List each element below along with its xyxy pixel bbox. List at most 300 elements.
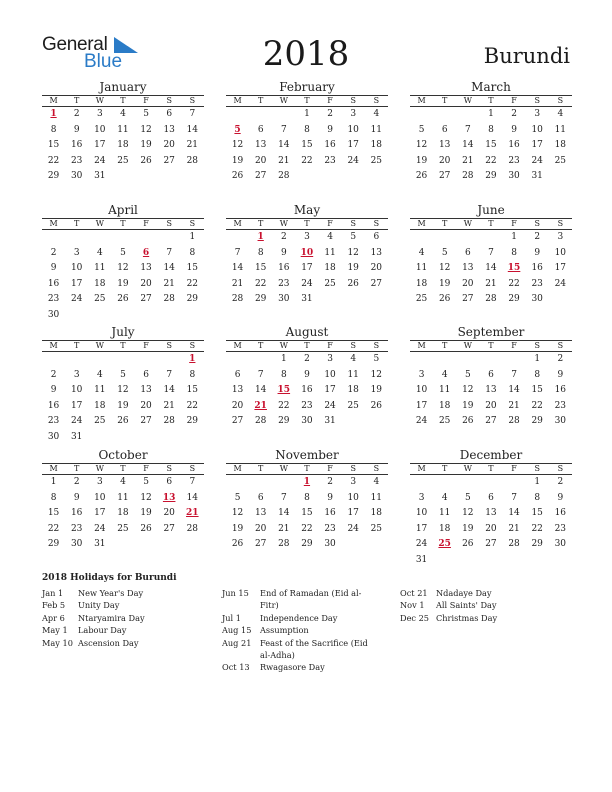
weekday-label: S <box>373 219 380 228</box>
day-cell: 24 <box>70 416 83 426</box>
weekday-header <box>42 463 204 475</box>
day-cell: 8 <box>257 247 264 258</box>
day-cell: 5 <box>120 369 126 380</box>
holiday-day-cell: 15 <box>277 385 291 395</box>
day-cell: 12 <box>117 263 129 273</box>
day-cell: 4 <box>557 109 564 119</box>
day-cell: 10 <box>324 369 336 380</box>
day-cell: 8 <box>50 492 57 503</box>
day-cell: 14 <box>278 508 290 518</box>
month-name: January <box>99 80 147 94</box>
day-cell: 27 <box>462 294 474 304</box>
day-cell: 20 <box>462 278 474 289</box>
empty-day <box>88 230 111 246</box>
day-cell: 24 <box>531 155 543 166</box>
weekday-label: T <box>258 96 264 105</box>
day-cell: 25 <box>324 278 336 289</box>
day-cell: 13 <box>231 385 244 395</box>
day-cell: 27 <box>254 171 267 181</box>
week-row <box>42 169 204 185</box>
day-cell: 6 <box>257 492 264 503</box>
day-cell: 20 <box>231 400 244 411</box>
holiday-item <box>42 587 202 599</box>
day-cell: 29 <box>485 171 497 181</box>
day-cell: 30 <box>554 416 567 426</box>
day-cell: 9 <box>73 124 80 135</box>
day-cell: 1 <box>304 109 310 119</box>
day-cell: 1 <box>488 109 494 119</box>
week-row <box>410 352 572 368</box>
empty-day <box>342 169 365 185</box>
weekday-header <box>42 95 204 107</box>
day-cell: 24 <box>94 523 106 534</box>
holiday-column <box>222 587 372 674</box>
empty-day <box>433 553 456 569</box>
day-cell: 13 <box>163 124 175 135</box>
weekday-header <box>410 95 572 107</box>
day-cell: 20 <box>140 278 152 289</box>
empty-day <box>111 308 134 324</box>
day-cell: 4 <box>373 109 380 119</box>
day-cell: 16 <box>70 140 83 150</box>
day-cell: 30 <box>70 171 83 181</box>
week-row <box>42 261 204 277</box>
day-cell: 19 <box>462 523 474 534</box>
weekday-header <box>410 218 572 230</box>
week-row <box>226 169 388 185</box>
day-cell: 18 <box>117 140 129 150</box>
day-cell: 22 <box>186 400 199 411</box>
holiday-day-cell: 10 <box>300 247 314 258</box>
day-cell: 18 <box>324 263 336 273</box>
day-cell: 11 <box>94 263 106 273</box>
day-cell: 18 <box>554 140 567 150</box>
weekday-label: F <box>511 219 517 228</box>
week-row <box>410 107 572 123</box>
month-november <box>226 448 388 553</box>
holiday-date: Oct 21 <box>400 588 428 598</box>
day-cell: 3 <box>96 109 103 119</box>
empty-day <box>410 475 433 491</box>
week-row <box>42 383 204 399</box>
week-row <box>226 522 388 538</box>
weekday-label: T <box>74 464 80 473</box>
holiday-date: May 1 <box>42 625 68 636</box>
day-cell: 29 <box>254 294 267 304</box>
day-cell: 4 <box>96 369 103 380</box>
empty-day <box>226 107 249 123</box>
week-row <box>42 230 204 246</box>
holiday-name: Ndadaye Day <box>436 588 492 598</box>
day-cell: 21 <box>186 140 199 150</box>
day-cell: 28 <box>186 155 199 166</box>
month-name: August <box>285 325 329 339</box>
day-cell: 12 <box>462 385 474 395</box>
day-cell: 9 <box>50 263 57 273</box>
empty-day <box>479 230 502 246</box>
day-cell: 17 <box>70 278 83 289</box>
week-row <box>226 383 388 399</box>
day-cell: 2 <box>304 354 310 364</box>
week-row <box>42 537 204 553</box>
day-cell: 6 <box>234 369 241 380</box>
day-cell: 1 <box>280 354 287 364</box>
empty-day <box>88 352 111 368</box>
week-row <box>410 261 572 277</box>
day-cell: 18 <box>415 278 428 289</box>
day-cell: 31 <box>415 554 428 565</box>
week-row <box>410 522 572 538</box>
day-cell: 12 <box>231 508 244 518</box>
day-cell: 27 <box>370 278 383 289</box>
day-cell: 5 <box>143 109 149 119</box>
holiday-name: Assumption <box>260 625 309 636</box>
day-cell: 19 <box>370 385 383 395</box>
day-cell: 21 <box>278 155 290 166</box>
day-cell: 11 <box>117 124 129 135</box>
empty-day <box>158 430 181 446</box>
day-cell: 15 <box>485 140 497 150</box>
day-cell: 23 <box>324 155 336 166</box>
day-cell: 26 <box>438 294 451 304</box>
day-cell: 10 <box>94 492 106 503</box>
weekday-label: S <box>557 464 564 473</box>
empty-day <box>433 230 456 246</box>
weekday-label: T <box>120 96 126 105</box>
month-september <box>410 325 572 430</box>
day-cell: 1 <box>534 477 541 487</box>
day-cell: 15 <box>254 263 267 273</box>
month-name: September <box>457 325 525 339</box>
day-cell: 11 <box>415 263 428 273</box>
holiday-name: Christmas Day <box>436 612 498 623</box>
day-cell: 14 <box>485 263 497 273</box>
day-cell: 5 <box>441 247 448 258</box>
empty-day <box>456 107 479 123</box>
month-name: March <box>471 80 511 94</box>
empty-day <box>42 352 65 368</box>
day-cell: 22 <box>531 523 543 534</box>
empty-day <box>365 169 388 185</box>
empty-day <box>479 352 502 368</box>
empty-day <box>135 230 158 246</box>
week-row <box>226 352 388 368</box>
month-april <box>42 203 204 323</box>
holiday-name: All Saints' Day <box>436 600 497 611</box>
week-row <box>226 491 388 507</box>
week-row <box>42 292 204 308</box>
empty-day <box>503 352 526 368</box>
day-cell: 3 <box>304 232 310 242</box>
holiday-item <box>42 612 202 624</box>
day-cell: 16 <box>554 508 567 518</box>
weekday-label: T <box>488 219 494 228</box>
week-row <box>42 368 204 384</box>
day-cell: 4 <box>350 354 357 364</box>
day-cell: 8 <box>189 369 196 380</box>
weekday-label: T <box>304 341 310 350</box>
week-row <box>226 399 388 415</box>
week-row <box>226 246 388 262</box>
day-cell: 29 <box>278 416 290 426</box>
day-cell: 28 <box>254 416 267 426</box>
day-cell: 8 <box>534 369 541 380</box>
day-cell: 3 <box>557 232 564 242</box>
week-row <box>42 123 204 139</box>
day-cell: 20 <box>254 523 267 534</box>
empty-day <box>65 230 88 246</box>
day-cell: 11 <box>554 124 567 135</box>
weekday-label: M <box>233 341 242 350</box>
month-name: November <box>275 448 339 462</box>
weekday-label: S <box>534 341 540 350</box>
day-cell: 25 <box>117 155 129 166</box>
month-december <box>410 448 572 568</box>
holiday-date: Aug 21 <box>222 637 252 648</box>
month-october <box>42 448 204 553</box>
week-row <box>42 414 204 430</box>
day-cell: 12 <box>140 124 152 135</box>
week-row <box>410 246 572 262</box>
holiday-date: Apr 6 <box>42 612 65 623</box>
day-cell: 5 <box>418 124 425 135</box>
weekday-label: S <box>189 341 196 350</box>
day-cell: 19 <box>231 523 244 534</box>
day-cell: 15 <box>301 140 313 150</box>
month-july <box>42 325 204 445</box>
empty-day <box>111 230 134 246</box>
day-cell: 11 <box>438 508 451 518</box>
day-cell: 18 <box>438 523 451 534</box>
day-cell: 19 <box>438 278 451 289</box>
weekday-label: M <box>49 341 58 350</box>
day-cell: 14 <box>186 124 199 135</box>
weekday-label: T <box>74 341 80 350</box>
day-cell: 24 <box>324 400 336 411</box>
day-cell: 31 <box>301 294 313 304</box>
day-cell: 20 <box>163 508 175 518</box>
month-name: July <box>111 325 135 339</box>
empty-day <box>135 308 158 324</box>
month-name: October <box>98 448 148 462</box>
day-cell: 7 <box>464 124 471 135</box>
month-august <box>226 325 388 430</box>
day-cell: 14 <box>163 385 175 395</box>
day-cell: 9 <box>50 385 57 395</box>
weekday-label: S <box>166 464 172 473</box>
weekday-label: M <box>233 96 242 105</box>
weekday-label: S <box>189 96 196 105</box>
day-cell: 16 <box>531 263 543 273</box>
empty-day <box>342 292 365 308</box>
day-cell: 12 <box>117 385 129 395</box>
day-cell: 18 <box>370 140 383 150</box>
day-cell: 13 <box>485 385 497 395</box>
weekday-label: W <box>463 341 472 350</box>
week-row <box>410 277 572 293</box>
day-cell: 20 <box>140 400 152 411</box>
day-cell: 14 <box>508 508 520 518</box>
day-cell: 19 <box>117 400 129 411</box>
week-row <box>226 475 388 491</box>
weekday-header <box>226 463 388 475</box>
empty-day <box>158 169 181 185</box>
holiday-item <box>222 624 372 636</box>
day-cell: 13 <box>254 140 267 150</box>
weekday-label: F <box>327 341 333 350</box>
holiday-name: Feast of the Sacrifice (Eid al-Adha) <box>260 637 368 661</box>
day-cell: 30 <box>554 539 567 549</box>
empty-day <box>456 230 479 246</box>
day-cell: 15 <box>186 385 199 395</box>
day-cell: 18 <box>117 508 129 518</box>
day-cell: 24 <box>554 278 567 289</box>
day-cell: 2 <box>280 232 287 242</box>
holiday-day-cell: 5 <box>234 124 241 135</box>
week-row <box>226 537 388 553</box>
week-row <box>410 475 572 491</box>
day-cell: 19 <box>347 263 359 273</box>
weekday-label: T <box>120 219 126 228</box>
empty-day <box>135 430 158 446</box>
weekday-label: W <box>463 219 472 228</box>
week-row <box>226 414 388 430</box>
holiday-name: Ntaryamira Day <box>78 612 145 623</box>
day-cell: 5 <box>143 477 149 487</box>
week-row <box>410 506 572 522</box>
day-cell: 17 <box>415 523 428 534</box>
empty-day <box>365 537 388 553</box>
day-cell: 30 <box>508 171 520 181</box>
weekday-label: S <box>534 96 540 105</box>
weekday-label: S <box>166 219 172 228</box>
month-name: February <box>279 80 335 94</box>
day-cell: 16 <box>324 508 336 518</box>
day-cell: 9 <box>327 124 333 135</box>
month-name: April <box>108 203 138 217</box>
holiday-column <box>400 587 530 624</box>
weekday-label: S <box>373 464 380 473</box>
empty-day <box>272 107 295 123</box>
day-cell: 26 <box>231 539 244 549</box>
day-cell: 5 <box>373 354 380 364</box>
day-cell: 1 <box>50 477 57 487</box>
day-cell: 7 <box>511 369 517 380</box>
empty-day <box>158 308 181 324</box>
day-cell: 28 <box>231 294 244 304</box>
day-cell: 21 <box>485 278 497 289</box>
week-row <box>226 277 388 293</box>
day-cell: 3 <box>418 369 425 380</box>
day-cell: 24 <box>70 294 83 304</box>
empty-day <box>111 430 134 446</box>
day-cell: 16 <box>47 278 60 289</box>
day-cell: 16 <box>508 140 520 150</box>
day-cell: 5 <box>350 232 357 242</box>
day-cell: 27 <box>254 539 267 549</box>
week-row <box>226 230 388 246</box>
empty-day <box>433 475 456 491</box>
day-cell: 15 <box>186 263 199 273</box>
weekday-label: F <box>511 96 517 105</box>
weekday-header <box>42 340 204 352</box>
weekday-label: M <box>417 341 426 350</box>
day-cell: 4 <box>96 247 103 258</box>
week-row <box>410 169 572 185</box>
empty-day <box>181 537 204 553</box>
day-cell: 20 <box>485 523 497 534</box>
day-cell: 19 <box>415 155 428 166</box>
holiday-day-cell: 6 <box>142 247 150 258</box>
day-cell: 27 <box>140 416 152 426</box>
weekday-label: S <box>189 464 196 473</box>
day-cell: 25 <box>94 294 106 304</box>
day-cell: 29 <box>531 416 543 426</box>
day-cell: 3 <box>73 369 80 380</box>
holiday-column <box>42 587 202 649</box>
weekday-label: S <box>557 341 564 350</box>
day-cell: 25 <box>415 294 428 304</box>
day-cell: 29 <box>47 171 60 181</box>
day-cell: 20 <box>254 155 267 166</box>
empty-day <box>249 107 272 123</box>
holiday-day-cell: 1 <box>257 232 264 242</box>
day-cell: 7 <box>166 369 173 380</box>
day-cell: 16 <box>301 385 313 395</box>
weekday-label: T <box>304 464 310 473</box>
week-row <box>410 368 572 384</box>
day-cell: 5 <box>464 369 471 380</box>
weekday-label: M <box>49 96 58 105</box>
day-cell: 31 <box>531 171 543 181</box>
day-cell: 28 <box>508 416 520 426</box>
holiday-day-cell: 15 <box>507 263 521 273</box>
day-cell: 8 <box>534 492 541 503</box>
day-cell: 21 <box>508 400 520 411</box>
day-cell: 4 <box>327 232 333 242</box>
day-cell: 10 <box>531 124 543 135</box>
holiday-day-cell: 1 <box>303 477 311 487</box>
holiday-item <box>42 599 202 611</box>
day-cell: 20 <box>163 140 175 150</box>
week-row <box>42 475 204 491</box>
day-cell: 9 <box>511 124 517 135</box>
day-cell: 28 <box>278 539 290 549</box>
day-cell: 17 <box>347 508 359 518</box>
day-cell: 25 <box>370 523 383 534</box>
day-cell: 22 <box>301 523 313 534</box>
day-cell: 26 <box>347 278 359 289</box>
day-cell: 30 <box>531 294 543 304</box>
day-cell: 5 <box>464 492 471 503</box>
empty-day <box>226 352 249 368</box>
week-row <box>410 491 572 507</box>
week-row <box>42 506 204 522</box>
day-cell: 9 <box>280 247 287 258</box>
day-cell: 22 <box>278 400 290 411</box>
day-cell: 9 <box>327 492 333 503</box>
day-cell: 12 <box>370 369 383 380</box>
day-cell: 14 <box>254 385 267 395</box>
day-cell: 6 <box>257 124 264 135</box>
weekday-label: S <box>557 219 564 228</box>
day-cell: 18 <box>438 400 451 411</box>
holiday-name: Labour Day <box>78 625 127 636</box>
day-cell: 7 <box>488 247 494 258</box>
day-cell: 6 <box>373 232 380 242</box>
day-cell: 7 <box>280 492 287 503</box>
empty-day <box>365 292 388 308</box>
